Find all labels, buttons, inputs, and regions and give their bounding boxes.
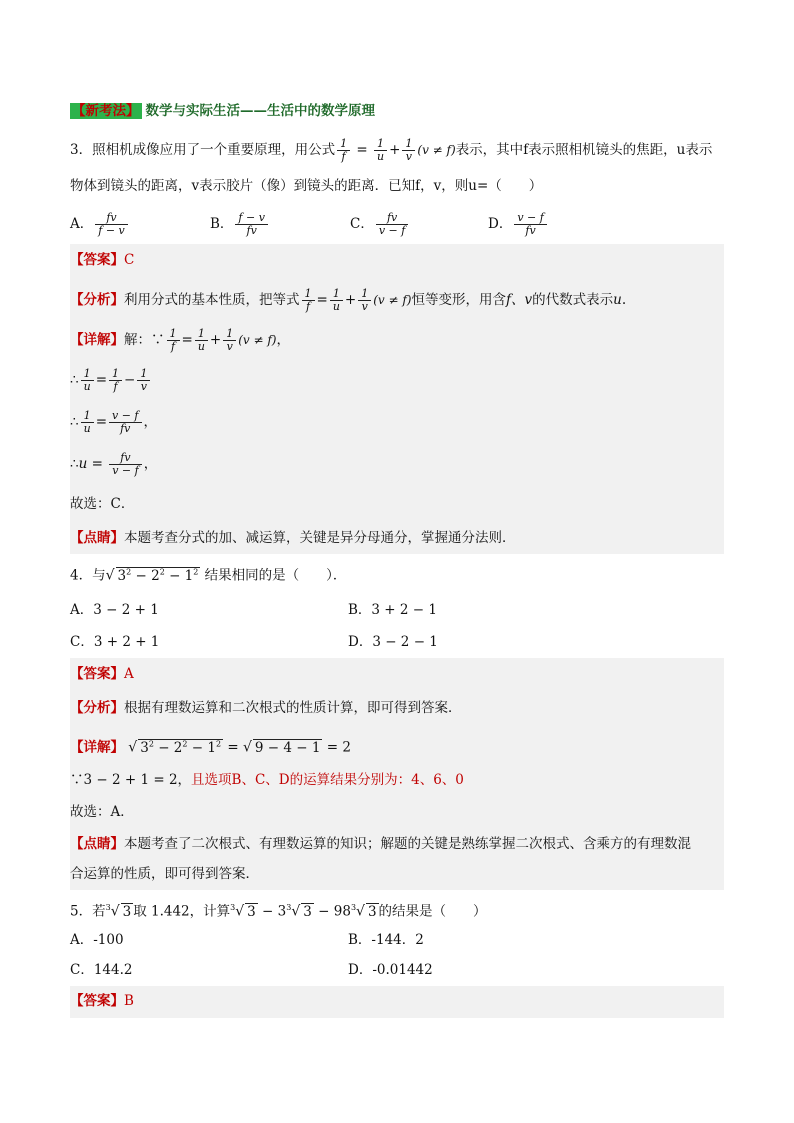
q5-option-d: D．-0.01442 [348, 962, 433, 978]
q3-option-a: A． $\frac{fv}{f - v}$ [70, 212, 130, 237]
q3-analysis: 【分析】利用分式的基本性质，把等式 $\frac{1}{f}$ = $\frac{1}{u}$ + $\frac{1}{v}$ (v ≠ f)恒等变形，用含f、v的代数式表示u. [70, 287, 627, 313]
q3-answer: 【答案】C [70, 252, 135, 268]
q4-conclusion: 故选：A． [70, 804, 134, 820]
q5-option-c: C．144.2 [70, 962, 133, 978]
q3-stem-line2: 物体到镜头的距离，v表示胶片（像）到镜头的距离．已知f，v，则u=（ ） [70, 178, 543, 194]
q4-analysis: 【分析】根据有理数运算和二次根式的性质计算，即可得到答案． [70, 700, 462, 716]
q3-step-2: ∴ $\frac{1}{u}$ = $\frac{v - f}{fv}$ ， [70, 409, 157, 435]
q4-option-d: D．3 − 2 − 1 [348, 634, 438, 650]
q5-answer: 【答案】B [70, 993, 134, 1009]
q3-step-3: ∴u = $\frac{fv}{v - f}$ ， [70, 451, 158, 477]
section-topic: 数学与实际生活——生活中的数学原理 [145, 103, 375, 119]
q3-step-1: ∴ $\frac{1}{u}$ = $\frac{1}{f}$ − $\frac{1}{v}$ [70, 368, 724, 393]
q4-option-a: A．3 − 2 + 1 [70, 602, 159, 618]
q3-option-d: D． $\frac{v - f}{fv}$ [488, 212, 549, 237]
q4-option-b: B．3 + 2 − 1 [348, 602, 437, 618]
q3-detail: 【详解】解：∵ $\frac{1}{f}$ = $\frac{1}{u}$ + $\frac{1}{v}$ (v ≠ f)， [70, 327, 290, 353]
new-method-tag: 【新考法】 [72, 103, 140, 119]
q3-stem-line1: 3．照相机成像应用了一个重要原理，用公式 $\frac{1}{f}$ = $\frac{1}{u}$ + $\frac{1}{v}$ (v ≠ f)表示，其中f表示照相机镜头的焦距，u表示 [70, 137, 713, 163]
q3-point: 【点睛】本题考查分式的加、减运算，关键是异分母通分，掌握通分法则． [70, 530, 516, 546]
q4-point: 【点睛】本题考查了二次根式、有理数运算的知识；解题的关键是熟练掌握二次根式、含乘方的有理数混 [70, 836, 691, 852]
q5-option-b: B．-144．2 [348, 932, 424, 948]
q4-detail: 【详解】 √ $3^2 - 2^2 - 1^2$ = √ 9 − 4 − 1 = 2 [70, 739, 351, 756]
q4-point-line2: 合运算的性质，即可得到答案． [70, 866, 259, 882]
q4-option-c: C．3 + 2 + 1 [70, 634, 160, 650]
q5-stem: 5．若$^3$√ 3 取 1.442，计算$^3$√ $3 - 3^3√$ $3 - 98^3√$ 3 的结果是（ ） [70, 903, 487, 920]
q3-option-b: B． $\frac{f - v}{fv}$ [210, 212, 270, 237]
q3-option-c: C． $\frac{fv}{v - f}$ [350, 212, 410, 237]
q4-detail-line2: ∵3 − 2 + 1 = 2，且选项B、C、D的运算结果分别为：4、6、0 [70, 772, 464, 788]
q5-option-a: A．-100 [70, 932, 124, 948]
q3-conclusion: 故选：C． [70, 496, 135, 512]
section-header [70, 101, 724, 121]
q4-stem: 4．与√ $3^2 - 2^2 - 1^2$ 结果相同的是（ ）． [70, 567, 347, 584]
q4-answer: 【答案】A [70, 666, 134, 682]
